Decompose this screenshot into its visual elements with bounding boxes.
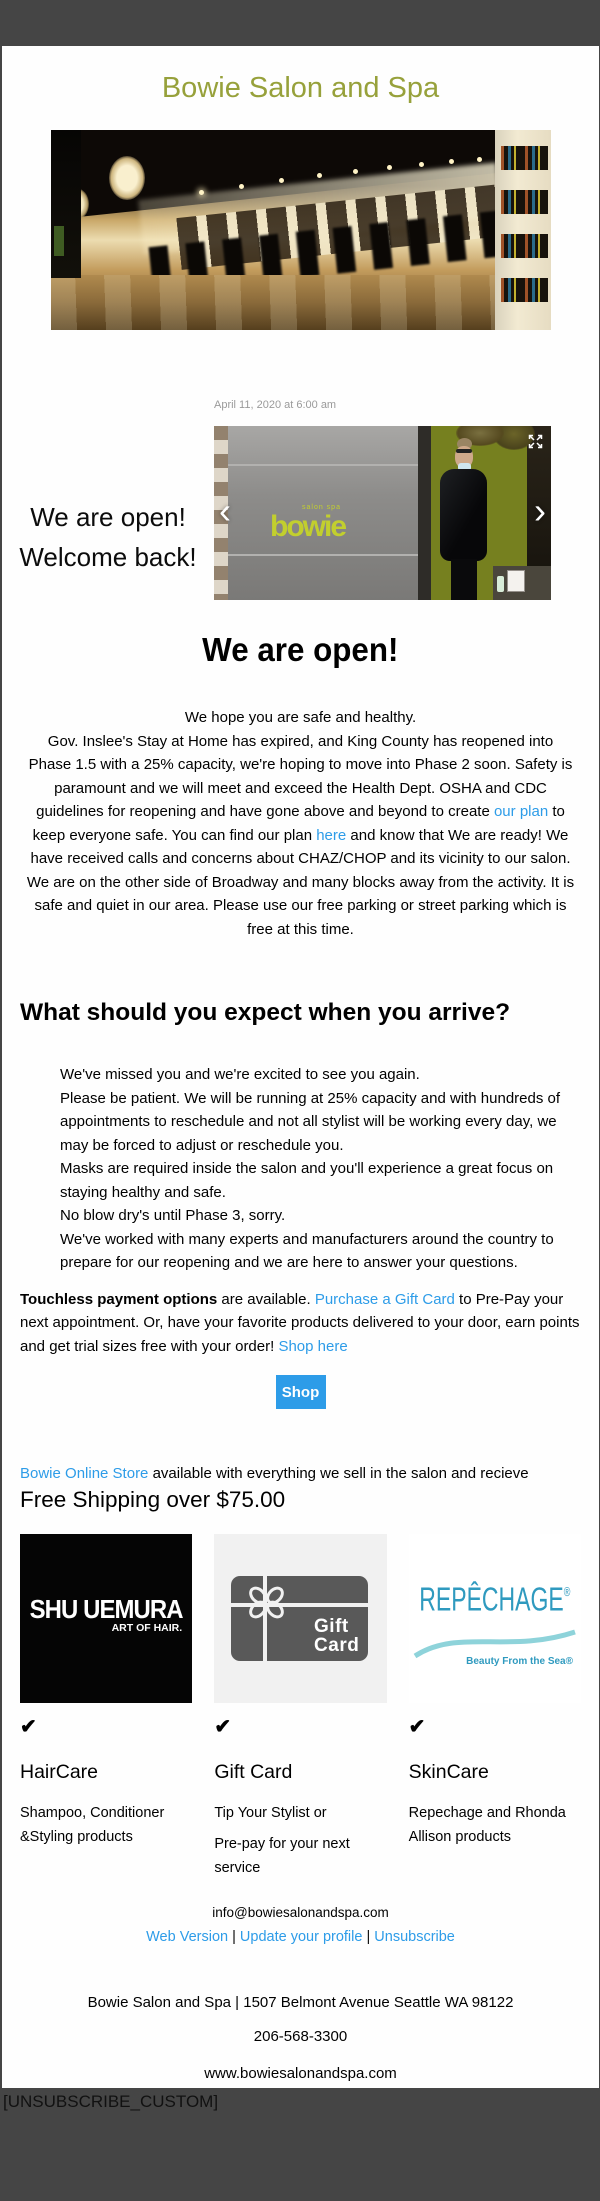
woman-sunglasses <box>456 449 472 453</box>
expect-list <box>20 1063 569 1275</box>
welcome-section <box>2 399 599 600</box>
list-item: We've worked with many experts and manufacturers around the country to prepare for our reopening and we are here to answer your questions. <box>60 1230 554 1271</box>
column-description: Repechage and Rhonda Allison products <box>408 1804 566 1845</box>
column-title: SkinCare <box>408 1760 489 1783</box>
column-title: Gift Card <box>214 1760 293 1783</box>
here-link[interactable]: here <box>316 826 347 844</box>
check-icon: ✔ <box>20 1715 37 1738</box>
welcome-caption-line2: Welcome back! <box>19 542 197 572</box>
intro-text-1: Gov. Inslee's Stay at Home has expired, and King County has reopened into Phase 1.5 with a 25% capacity, we're hoping to move into Phase 2 soon. Safety is paramount and we will meet and exceed the Health Dept. OSHA and CDC guidelines for reopening and have gone above and beyond to create <box>28 732 573 820</box>
page-title: Bowie Salon and Spa <box>161 72 440 104</box>
shop-here-link[interactable]: Shop here <box>278 1337 348 1355</box>
welcome-caption-line1: We are open! <box>30 502 186 532</box>
column-skincare <box>409 1534 581 1880</box>
bottom-band <box>0 2088 600 2155</box>
shu-uemura-logo-image <box>20 1534 192 1703</box>
photo-ceiling-lights <box>199 190 204 195</box>
footer-links: Web Version | Update your profile | Unsubscribe <box>146 1928 455 1945</box>
list-item: Masks are required inside the salon and you'll experience a great focus on staying healthy and safe. <box>60 1160 554 1201</box>
repechage-wordmark: REPÊCHAGE® <box>419 1579 571 1618</box>
beauty-from-the-sea-tagline: Beauty From the Sea® <box>466 1655 573 1667</box>
repechage-logo-image <box>409 1534 581 1703</box>
salon-phone: 206-568-3300 <box>253 2027 348 2045</box>
intro-line1: We hope you are safe and healthy. <box>184 709 417 726</box>
carousel <box>214 399 562 600</box>
bowie-online-store-link[interactable]: Bowie Online Store <box>20 1465 149 1482</box>
check-icon: ✔ <box>408 1715 426 1738</box>
payment-bold: Touchless payment options <box>20 1290 218 1308</box>
photo-shelf-row <box>501 190 548 214</box>
column-haircare <box>20 1534 192 1880</box>
photo-sanitizer-bottle <box>497 576 504 592</box>
list-item: No blow dry's until Phase 3, sorry. <box>60 1207 286 1224</box>
wave-graphic <box>413 1626 578 1660</box>
intro-paragraph <box>26 706 575 941</box>
photo-shelf-row <box>501 278 548 302</box>
contact-email: info@bowiesalonandspa.com <box>212 1904 389 1920</box>
gift-card-label: Gift Card <box>314 1615 360 1656</box>
email-body <box>2 46 599 2088</box>
carousel-prev-arrow-icon[interactable]: ‹ <box>219 490 231 531</box>
update-profile-link[interactable]: Update your profile <box>239 1928 363 1945</box>
bowie-door-logo-sub: salon spa <box>302 504 341 511</box>
purchase-gift-card-link[interactable]: Purchase a Gift Card <box>314 1290 455 1308</box>
carousel-date: April 11, 2020 at 6:00 am <box>214 399 337 411</box>
intro-text-3: and know that We are ready! We have received calls and concerns about CHAZ/CHOP and its vicinity to our salon. We are on the other side of Broadway and many blocks away from the activity. It is safe and quiet in our area. Please use our free parking or street parking which is free at this time. <box>26 826 575 938</box>
unsubscribe-merge-tag: [UNSUBSCRIBE_CUSTOM] <box>3 2092 219 2111</box>
carousel-photo <box>214 426 551 600</box>
salon-address: Bowie Salon and Spa | 1507 Belmont Avenue Seattle WA 98122 <box>87 1993 514 2011</box>
online-store-line: Bowie Online Store available with everything we sell in the salon and recieve <box>20 1465 529 1482</box>
photo-door-frame <box>418 426 431 600</box>
list-item: Please be patient. We will be running at 25% capacity and with hundreds of appointments to reschedule and not all stylist will be working every day, we may be forced to adjust or reschedule you. <box>60 1089 561 1154</box>
welcome-caption <box>2 497 214 600</box>
column-description: Shampoo, Conditioner &Styling products <box>20 1804 165 1845</box>
photo-floor-reflections <box>51 275 498 330</box>
our-plan-link[interactable]: our plan <box>493 803 549 820</box>
photo-shelf-row <box>501 146 548 170</box>
photo-chandelier <box>109 156 145 200</box>
gift-card-icon <box>231 1576 368 1661</box>
photo-shelf-row <box>501 234 548 258</box>
column-description: Tip Your Stylist or <box>214 1804 327 1821</box>
shu-uemura-wordmark: SHU UEMURA <box>29 1593 183 1624</box>
column-description: Pre-pay for your next service <box>214 1835 350 1876</box>
woman-legs <box>451 559 477 600</box>
web-version-link[interactable]: Web Version <box>146 1928 229 1945</box>
salon-interior-photo <box>51 130 551 330</box>
salon-website: www.bowiesalonandspa.com <box>204 2064 397 2082</box>
expect-heading: What should you expect when you arrive? <box>20 999 511 1026</box>
unsubscribe-link[interactable]: Unsubscribe <box>374 1928 455 1945</box>
fullscreen-expand-icon[interactable] <box>528 434 543 449</box>
free-shipping-heading: Free Shipping over $75.00 <box>20 1486 286 1512</box>
intro-text-2: to keep everyone safe. You can find our plan <box>32 803 565 844</box>
gift-card-image <box>214 1534 386 1703</box>
photo-green-accent <box>54 226 64 256</box>
carousel-next-arrow-icon[interactable]: › <box>534 490 546 531</box>
shop-button[interactable]: Shop <box>276 1375 326 1409</box>
art-of-hair-tagline: ART OF HAIR. <box>111 1621 183 1634</box>
payment-paragraph: Touchless payment options are available. Purchase a Gift Card to Pre-Pay your next appointment. Or, have your favorite products delivered to your door, earn points and get trial sizes free with your order! Shop here <box>20 1290 580 1355</box>
open-heading: We are open! <box>202 631 399 668</box>
list-item: We've missed you and we're excited to see you again. <box>60 1066 420 1083</box>
check-icon: ✔ <box>214 1715 232 1738</box>
product-columns <box>20 1534 581 1880</box>
bowie-door-logo: bowie <box>270 510 346 543</box>
woman-puffer-jacket <box>440 469 487 561</box>
column-gift-card <box>214 1534 386 1880</box>
photo-counter-card <box>507 570 525 592</box>
column-title: HairCare <box>20 1760 99 1783</box>
photo-woman <box>433 438 495 600</box>
photo-product-shelf <box>495 130 551 330</box>
